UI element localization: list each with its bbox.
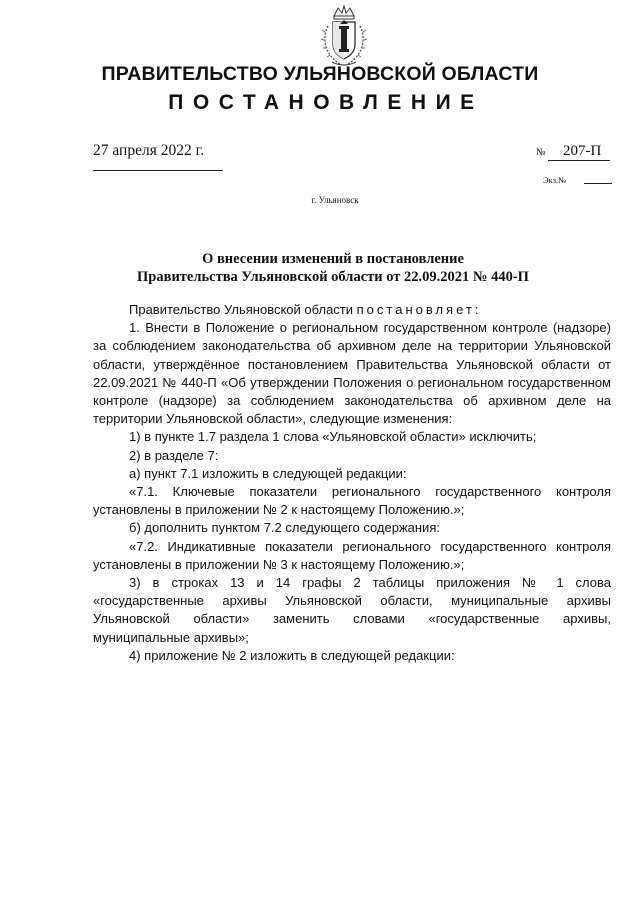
subject-line-2: Правительства Ульяновской области от 22.09.2021 № 440-П [137,269,529,285]
paragraph-5: «7.1. Ключевые показатели регионального государственного контроля установлены в приложении № 2 к настоящему Положению.»; [93,484,611,518]
intro-verb: постановляет: [356,302,482,317]
coat-of-arms-icon [318,4,370,68]
paragraph-3: 2) в разделе 7: [129,447,219,463]
document-number: 207-П [563,143,602,159]
paragraph-2: 1) в пункте 1.7 раздела 1 слова «Ульяновской области» исключить; [129,429,537,445]
paragraph-1: 1. Внести в Положение о региональном государственном контроле (надзоре) за соблюдением законодательства об архивном деле на территории Ульяновской области, утверждённое постановлением Правительства Ульяновской области от 22.09.2021 № 440-П «Об утверждении Положения о региональном государственном контроле (надзоре) за соблюдением законодательства об архивном деле на территории Ульяновской области», следующие изменения: [93,320,611,427]
number-sign: № [536,147,546,158]
copy-number-underline [584,183,612,184]
number-underline [548,160,610,161]
document-body [93,301,611,665]
paragraph-4: а) пункт 7.1 изложить в следующей редакции: [129,465,407,481]
date-underline [93,170,223,171]
document-date: 27 апреля 2022 г. [93,142,205,159]
intro-prefix: Правительство Ульяновской области [129,302,354,317]
paragraph-7: «7.2. Индикативные показатели регионального государственного контроля установлены в приложении № 3 к настоящему Положению.»; [93,538,611,572]
intro-paragraph [93,301,611,319]
city-name: г. Ульяновск [311,195,359,205]
paragraph-8: 3) в строках 13 и 14 графы 2 таблицы приложения № 1 слова «государственные архивы Ульяновской области, муниципальные архивы Ульяновской области» заменить словами «государственные архивы, муниципальные архивы»; [93,575,611,645]
document-subject [0,250,640,286]
government-name: ПРАВИТЕЛЬСТВО УЛЬЯНОВСКОЙ ОБЛАСТИ [101,63,539,85]
copy-number-label: Экз.№ [543,175,567,185]
paragraph-9: 4) приложение № 2 изложить в следующей редакции: [129,647,455,663]
subject-line-1: О внесении изменений в постановление [202,251,464,267]
document-type: ПОСТАНОВЛЕНИЕ [168,91,484,114]
paragraph-6: б) дополнить пунктом 7.2 следующего содержания: [129,520,440,536]
